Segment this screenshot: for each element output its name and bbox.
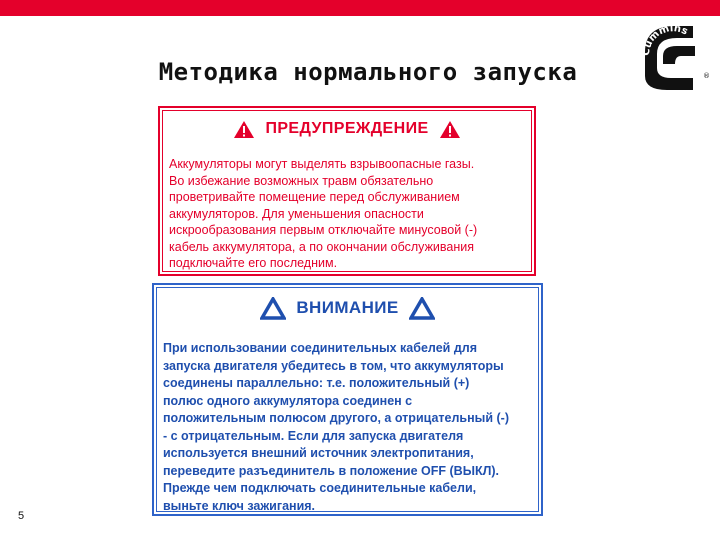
cummins-logo-text: Cummins [640,23,690,57]
warning-triangle-icon [439,120,461,139]
warning-header [160,116,534,142]
warning-line: Аккумуляторы могут выделять взрывоопасные газы. [169,157,475,171]
caution-text [163,340,529,515]
caution-line: используется внешний источник электропитания, [163,446,474,460]
caution-header [154,294,541,322]
warning-title: ПРЕДУПРЕЖДЕНИЕ [265,120,429,137]
warning-panel [158,106,536,276]
caution-title: ВНИМАНИЕ [296,298,399,317]
warning-line: кабель аккумулятора, а по окончании обслуживания [169,239,475,254]
caution-panel [152,283,543,516]
warning-line: подключайте его последним. [169,256,338,270]
warning-line: искрообразования первым отключайте минусовой (-) [169,223,478,237]
warning-line: аккумуляторов. Для уменьшения опасности [169,206,424,221]
caution-line: запуска двигателя убедитесь в том, что аккумуляторы [163,358,504,373]
caution-line: Прежде чем подключать соединительные кабели, [163,481,477,495]
caution-line: полюс одного аккумулятора соединен с [163,393,413,408]
caution-line: положительным полюсом другого, а отрицательный (-) [163,411,509,425]
caution-triangle-icon [409,297,435,320]
caution-line: выньте ключ зажигания. [163,498,316,513]
caution-triangle-icon [260,297,286,320]
cummins-logo [637,20,713,96]
warning-line: Во избежание возможных травм обязательно [169,173,434,188]
page-title: Методика нормального запуска [158,58,578,86]
trademark-symbol: ® [703,72,710,80]
warning-text [169,156,522,272]
caution-line: При использовании соединительных кабелей для [163,341,477,355]
caution-line: переведите разъединитель в положение OFF (ВЫКЛ). [163,463,499,478]
warning-line: проветривайте помещение перед обслуживанием [169,190,460,204]
warning-triangle-icon [233,120,255,139]
top-accent-bar [0,0,720,16]
page-number: 5 [18,510,25,522]
caution-line: соединены параллельно: т.е. положительный (+) [163,376,470,390]
caution-line: - с отрицательным. Если для запуска двигателя [163,428,464,443]
